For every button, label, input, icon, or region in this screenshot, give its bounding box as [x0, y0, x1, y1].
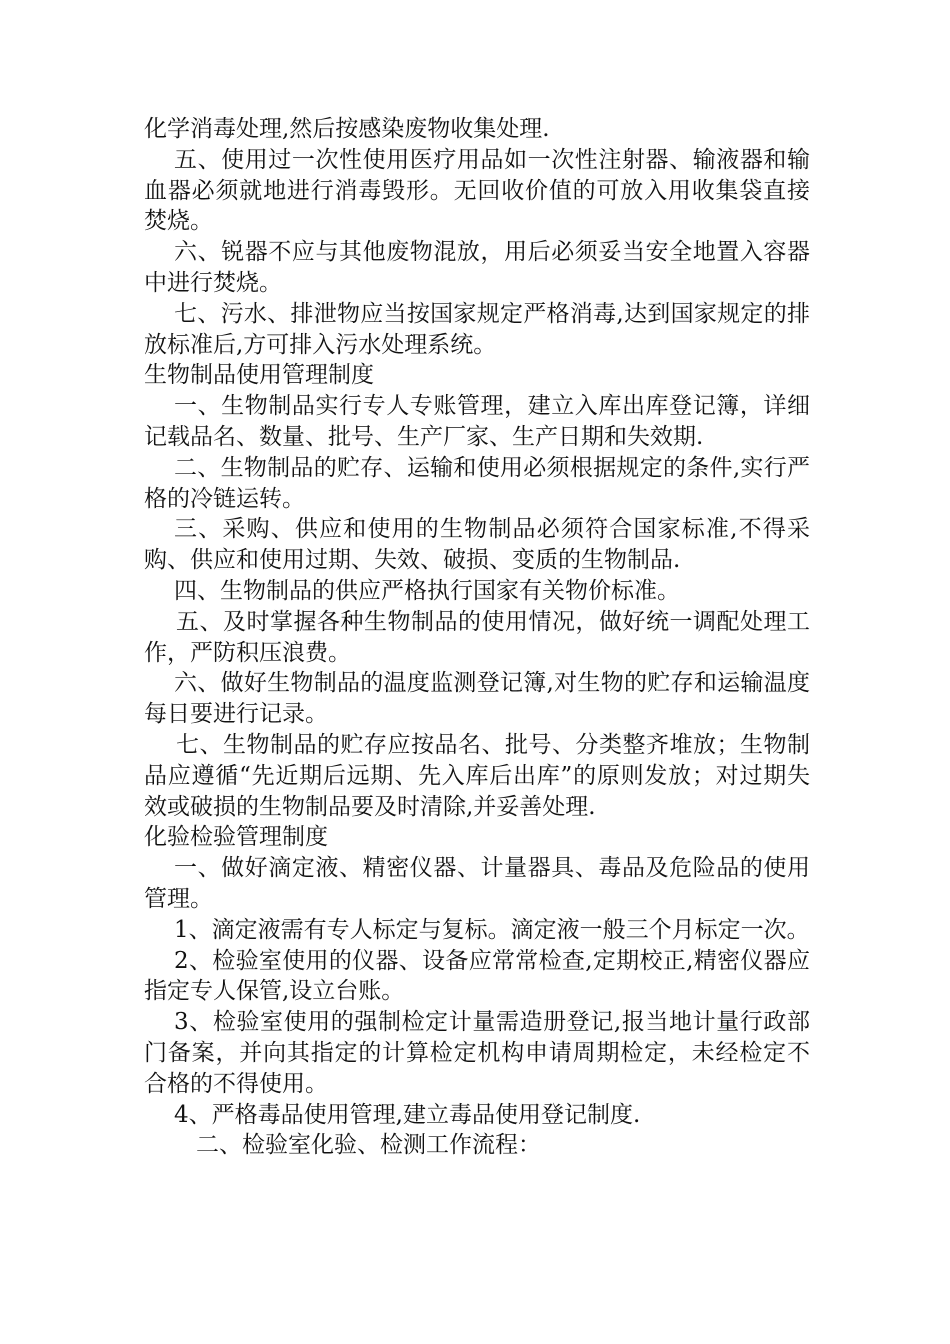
paragraph: 五、及时掌握各种生物制品的使用情况，做好统一调配处理工作，严防积压浪费。: [144, 608, 810, 666]
paragraph: 二、检验室化验、检测工作流程：: [196, 1132, 541, 1159]
paragraph: 一、生物制品实行专人专账管理，建立入库出库登记簿，详细记载品名、数量、批号、生产厂家、生产日期和失效期.: [144, 393, 810, 450]
paragraph: 四、生物制品的供应严格执行国家有关物价标准。: [174, 577, 680, 604]
paragraph: 二、生物制品的贮存、运输和使用必须根据规定的条件,实行严格的冷链运转。: [144, 454, 810, 512]
paragraph: 三、采购、供应和使用的生物制品必须符合国家标准,不得采购、供应和使用过期、失效、破损、变质的生物制品.: [144, 516, 810, 574]
paragraph: 一、做好滴定液、精密仪器、计量器具、毒品及危险品的使用管理。: [144, 855, 810, 912]
paragraph: 4、严格毒品使用管理,建立毒品使用登记制度.: [174, 1101, 641, 1128]
paragraph: 化学消毒处理,然后按感染废物收集处理.: [144, 116, 550, 142]
section-heading: 化验检验管理制度: [144, 824, 328, 851]
paragraph: 七、生物制品的贮存应按品名、批号、分类整齐堆放；生物制品应遵循“先近期后远期、先入库后出库”的原则发放；对过期失效或破损的生物制品要及时清除,并妥善处理.: [144, 731, 810, 820]
paragraph: 六、做好生物制品的温度监测登记簿,对生物的贮存和运输温度每日要进行记录。: [144, 670, 810, 728]
paragraph: 1、滴定液需有专人标定与复标。滴定液一般三个月标定一次。: [174, 916, 810, 943]
document-body: [144, 114, 810, 1161]
paragraph: 3、检验室使用的强制检定计量需造册登记,报当地计量行政部门备案，并向其指定的计算检定机构申请周期检定，未经检定不合格的不得使用。: [144, 1009, 810, 1097]
paragraph: 六、锐器不应与其他废物混放，用后必须妥当安全地置入容器中进行焚烧。: [144, 239, 810, 296]
paragraph: 2、检验室使用的仪器、设备应常常检查,定期校正,精密仪器应指定专人保管,设立台账。: [144, 947, 810, 1005]
paragraph: 七、污水、排泄物应当按国家规定严格消毒,达到国家规定的排放标准后,方可排入污水处理系统。: [144, 300, 810, 358]
section-heading: 生物制品使用管理制度: [144, 362, 374, 389]
paragraph: 五、使用过一次性使用医疗用品如一次性注射器、输液器和输血器必须就地进行消毒毁形。无回收价值的可放入用收集袋直接焚烧。: [144, 146, 810, 235]
